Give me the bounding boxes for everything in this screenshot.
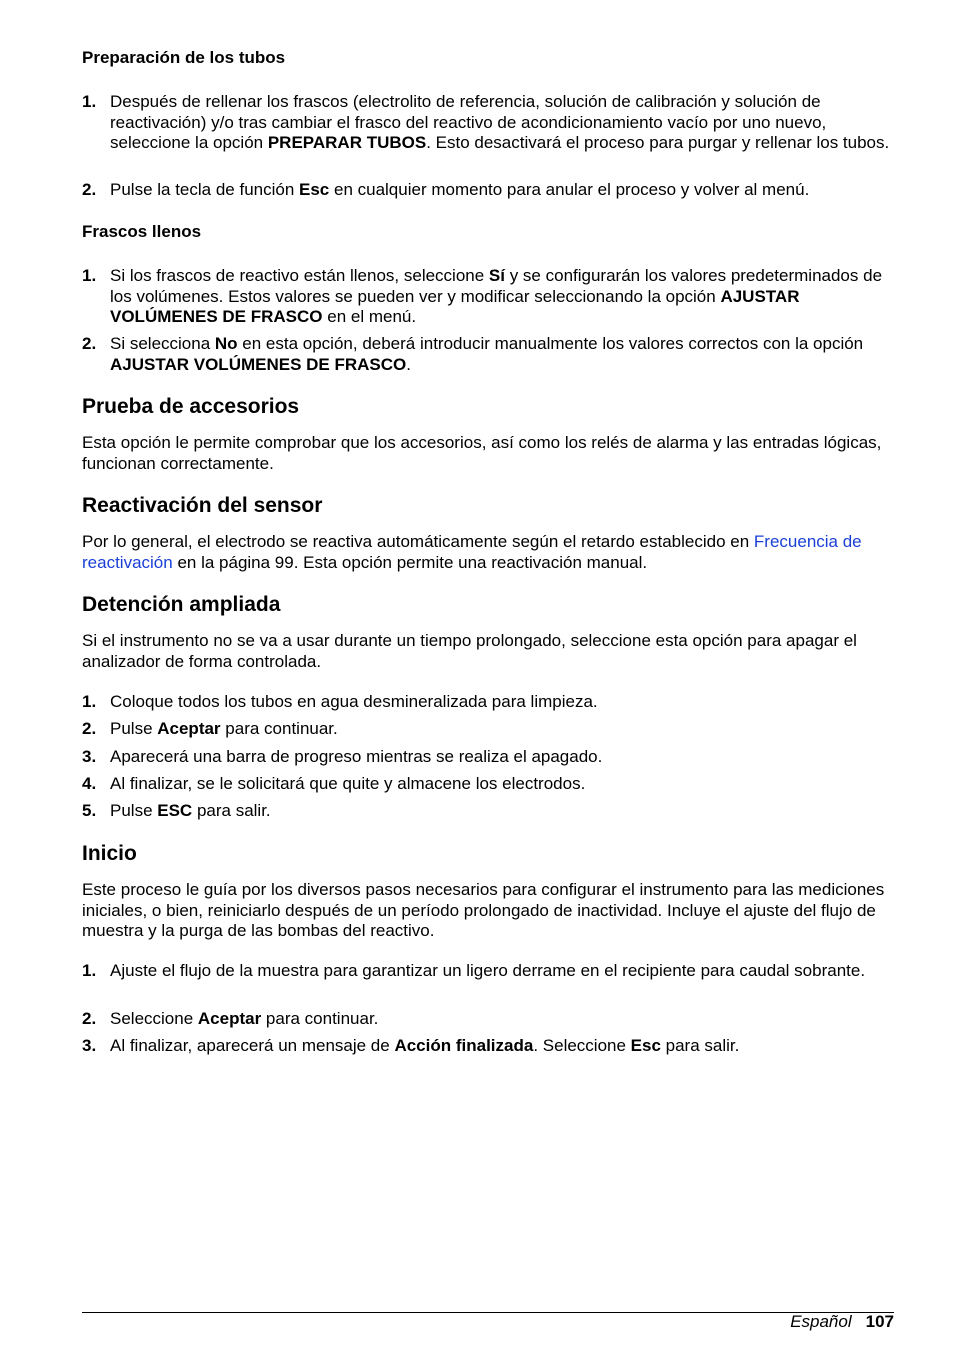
paragraph-accessory-test: Esta opción le permite comprobar que los accesorios, así como los relés de alarma y las entradas lógicas, funcionan correctamente. xyxy=(82,433,882,473)
heading-tube-preparation: Preparación de los tubos xyxy=(82,48,286,67)
heading-full-bottles: Frascos llenos xyxy=(82,222,202,241)
list-item: 1. Coloque todos los tubos en agua desmineralizada para limpieza. xyxy=(82,692,598,711)
list-item: 4. Al finalizar, se le solicitará que quite y almacene los electrodos. xyxy=(82,774,586,793)
heading-startup: Inicio xyxy=(82,842,137,865)
list-item: 2. Si selecciona No en esta opción, deberá introducir manualmente los valores correctos con la opción AJUSTAR VOLÚMENES DE FRASCO. xyxy=(82,334,864,374)
heading-accessory-test: Prueba de accesorios xyxy=(82,395,300,418)
list-item: 3. Al finalizar, aparecerá un mensaje de Acción finalizada. Seleccione Esc para salir. xyxy=(82,1036,740,1055)
paragraph-sensor-reactivation: Por lo general, el electrodo se reactiva automáticamente según el retardo establecido en Frecuencia de reactivación en la página 99. Esta opción permite una reactivación manual. xyxy=(82,532,862,572)
footer-divider xyxy=(82,1312,894,1313)
heading-extended-shutdown: Detención ampliada xyxy=(82,593,281,616)
list-item: 3. Aparecerá una barra de progreso mientras se realiza el apagado. xyxy=(82,747,603,766)
paragraph-extended-shutdown: Si el instrumento no se va a usar durante un tiempo prolongado, seleccione esta opción para apagar el analizador de forma controlada. xyxy=(82,631,857,671)
list-item: 2. Seleccione Aceptar para continuar. xyxy=(82,1009,379,1028)
list-item: 5. Pulse ESC para salir. xyxy=(82,801,271,820)
footer-language: Español xyxy=(790,1312,852,1331)
list-item: 1. Ajuste el flujo de la muestra para garantizar un ligero derrame en el recipiente para caudal sobrante. xyxy=(82,961,866,980)
heading-sensor-reactivation: Reactivación del sensor xyxy=(82,494,323,517)
list-item: 1. Si los frascos de reactivo están llenos, seleccione Sí y se configurarán los valores predeterminados de los volúmenes. Estos valores se pueden ver y modificar seleccionando la opción AJUSTAR VOLÚMENES DE FRASCO en el menú. xyxy=(82,266,883,326)
paragraph-startup: Este proceso le guía por los diversos pasos necesarios para configurar el instrumento para las mediciones iniciales, o bien, reiniciarlo después de un período prolongado de inactividad. Incluye el ajuste del flujo de muestra y la purga de las bombas del reactivo. xyxy=(82,880,885,940)
link-reactivation-frequency[interactable]: Frecuencia de reactivación xyxy=(82,532,862,572)
page-number: 107 xyxy=(865,1312,894,1331)
page-footer xyxy=(790,1312,894,1332)
list-item: 1. Después de rellenar los frascos (electrolito de referencia, solución de calibración y solución de reactivación) y/o tras cambiar el frasco del reactivo de acondicionamiento vacío por uno nuevo, seleccione la opción PREPARAR TUBOS. Esto desactivará el proceso para purgar y rellenar los tubos. xyxy=(82,92,890,152)
list-item: 2. Pulse Aceptar para continuar. xyxy=(82,719,338,738)
list-item: 2. Pulse la tecla de función Esc en cualquier momento para anular el proceso y volver al menú. xyxy=(82,180,810,199)
